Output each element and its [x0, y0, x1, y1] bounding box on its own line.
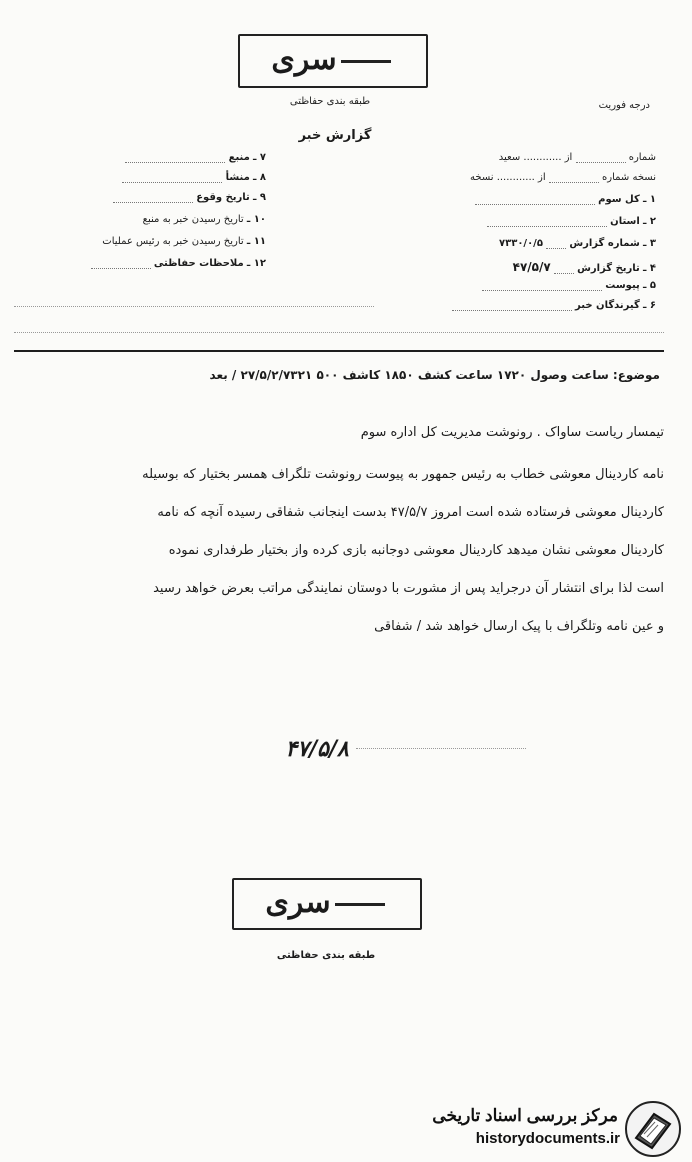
body-line: تیمسار ریاست ساواک . رونوشت مدیریت کل اداره سوم [360, 425, 664, 440]
top-stamp-caption: طبقه بندی حفاظتی [289, 96, 371, 107]
field-item: ۹ ـ تاریخ وقوع [40, 192, 266, 203]
body-text [52, 426, 664, 646]
body-line: است لذا برای انتشار آن درجراید پس از مشورت با دوستان نمایندگی مراتب بعرض خواهد رسید [153, 581, 664, 596]
field-item: ۸ ـ منشأ [40, 172, 266, 183]
field-item: ۱ ـ کل سوم [380, 194, 656, 205]
field-item: ۲ ـ استان [380, 216, 656, 227]
field-item: ۳ ـ شماره گزارش ۷۳۳۰/۰/۵ [499, 238, 656, 249]
top-classification-stamp [238, 34, 428, 88]
header-divider [14, 350, 664, 352]
stamp-dash [335, 903, 385, 906]
dotted-separator [14, 332, 664, 333]
bottom-stamp-caption: طبقه بندی حفاظتی [276, 950, 376, 961]
body-line: کاردینال معوشی نشان میدهد کاردینال معوشی دوجانبه بازی کرده واز بختیار طرفداری نموده [168, 543, 664, 558]
report-title: گزارش خبر [298, 128, 372, 143]
stamp-word: سری [265, 885, 331, 920]
dotted-separator [14, 306, 374, 307]
logo-name: مرکز بررسی اسناد تاریخی [432, 1106, 618, 1125]
field-item: ۴ ـ تاریخ گزارش ۴۷/۵/۷ [512, 260, 656, 274]
dotted-trail [356, 748, 526, 749]
field-item: ۵ ـ پیوست [380, 280, 656, 291]
field-item: ۱۲ ـ ملاحظات حفاظتی [40, 258, 266, 269]
watermark-logo [398, 1098, 688, 1160]
handwritten-date: ۴۷/۵/۸ [285, 736, 349, 762]
fields-left [40, 146, 266, 276]
stamp-word: سری [271, 42, 337, 77]
field-item: ۶ ـ گیرندگان خبر [380, 300, 656, 311]
stamp-dash [341, 60, 391, 63]
subject-line: موضوع: ساعت وصول ۱۷۲۰ ساعت کشف ۱۸۵۰ کاشف ۵۰۰ ۲۷/۵/۲/۷۳۲۱ / بعد [209, 368, 660, 382]
logo-url: historydocuments.ir [475, 1130, 620, 1147]
field-item: شماره از ............ سعید [498, 152, 656, 163]
bottom-classification-stamp [232, 878, 422, 930]
field-item: ۱۱ ـ تاریخ رسیدن خبر به رئیس عملیات [102, 236, 266, 247]
book-icon [624, 1100, 682, 1158]
field-item: نسخه شماره از ............ نسخه [470, 172, 656, 183]
urgency-label: درجه فوریت [598, 100, 650, 111]
field-item: ۷ ـ منبع [40, 152, 266, 163]
body-line: نامه کاردینال معوشی خطاب به رئیس جمهور به پیوست رونوشت تلگراف همسر بختیار که بوسیله [142, 467, 664, 482]
fields-right [380, 146, 656, 316]
body-line: و عین نامه وتلگراف با پیک ارسال خواهد شد / شفاقی [374, 619, 664, 634]
body-line: کاردینال معوشی فرستاده شده است امروز ۴۷/۵/۷ بدست اینجانب شفاقی رسیده آنچه که نامه [157, 505, 664, 520]
field-item: ۱۰ ـ تاریخ رسیدن خبر به منبع [142, 214, 266, 225]
